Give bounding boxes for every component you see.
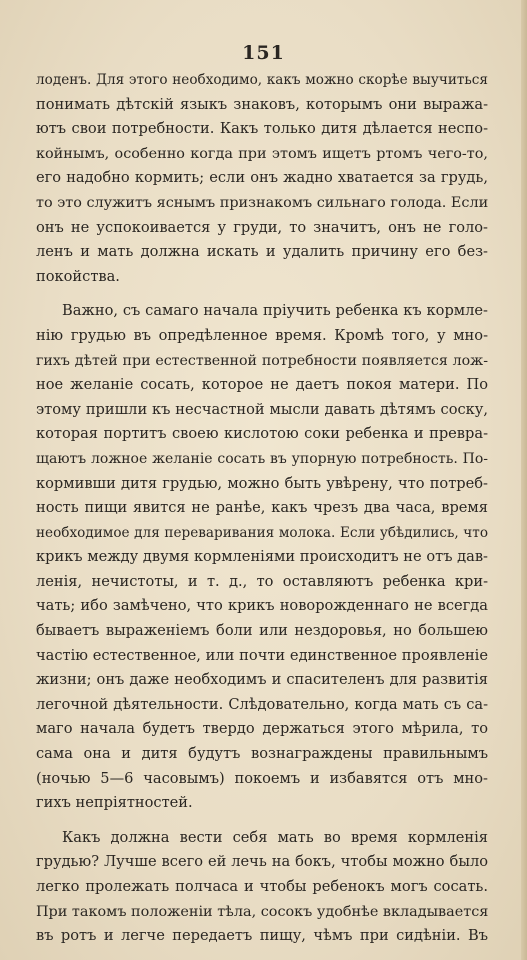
- text-line: то это служитъ яснымъ признакомъ сильнаго голода. Если: [36, 194, 489, 211]
- text-line: ность пищи явится не ранѣе, какъ чрезъ два часа, время: [36, 499, 488, 517]
- text-line: чать; ибо замѣчено, что крикъ новорожденнаго не всегда: [36, 597, 488, 615]
- paragraph-1: [36, 68, 488, 289]
- text-line: покойства.: [36, 267, 120, 285]
- text-line: маго начала будетъ твердо держаться этого мѣрила, то: [36, 720, 488, 738]
- text-line: понимать дѣтскій языкъ знаковъ, которымъ они выража-: [36, 95, 488, 113]
- text-line: необходимое для переваривания молока. Если убѣдились, что: [36, 524, 488, 541]
- text-line: этому пришли къ несчастной мысли давать дѣтямъ соску,: [36, 400, 488, 418]
- text-line: койнымъ, особенно когда при этомъ ищетъ ртомъ чего-то,: [36, 145, 488, 162]
- text-line: гихъ дѣтей при естественной потребности появляется лож-: [36, 352, 488, 369]
- text-line: ное желаніе сосать, которое не даетъ покоя матери. По: [36, 376, 488, 394]
- text-line: ленія, нечистоты, и т. д., то оставляютъ ребенка кри-: [36, 572, 488, 590]
- text-line: Важно, съ самаго начала пріучить ребенка къ кормле-: [62, 302, 488, 320]
- text-line: его надобно кормить; если онъ жадно хватается за грудь,: [36, 169, 488, 187]
- body-text: [36, 68, 488, 949]
- text-line: легко пролежать полчаса и чтобы ребенокъ могъ сосать.: [36, 878, 488, 895]
- text-line: въ ротъ и легче передаетъ пищу, чѣмъ при сидѣніи. Въ: [36, 927, 488, 945]
- text-line: ленъ и мать должна искать и удалить причину его без-: [36, 243, 488, 261]
- text-line: онъ не успокоивается у груди, то значитъ, онъ не голо-: [36, 218, 488, 236]
- text-line: которая портитъ своею кислотою соки ребенка и превра-: [36, 425, 488, 443]
- text-line: грудью? Лучше всего ей лечь на бокъ, чтобы можно было: [36, 853, 488, 871]
- text-line: жизни; онъ даже необходимъ и спасителенъ для развитія: [36, 671, 488, 689]
- text-line: щаютъ ложное желаніе сосать въ упорную потребность. По-: [36, 450, 488, 467]
- paragraph-3: [36, 826, 488, 949]
- text-line: частію естественное, или почти единственное проявленіе: [36, 646, 488, 664]
- text-line: гихъ непріятностей.: [36, 794, 193, 812]
- paragraph-2: [36, 299, 488, 815]
- text-line: Какъ должна вести себя мать во время кормленія: [62, 828, 488, 846]
- text-line: кормивши дитя грудью, можно быть увѣрену, что потреб-: [36, 474, 488, 492]
- page-edge: [521, 0, 527, 960]
- text-line: (ночью 5—6 часовымъ) покоемъ и избавятся отъ мно-: [36, 769, 488, 787]
- text-line: нію грудью въ опредѣленное время. Кромѣ того, у мно-: [36, 326, 488, 344]
- text-line: бываетъ выраженіемъ боли или нездоровья, но большею: [36, 622, 488, 640]
- text-line: лоденъ. Для этого необходимо, какъ можно скорѣе выучиться: [36, 72, 488, 88]
- page-number: 151: [242, 42, 285, 64]
- text-line: сама она и дитя будутъ вознаграждены правильнымъ: [36, 745, 488, 763]
- text-line: ютъ свои потребности. Какъ только дитя дѣлается неспо-: [36, 120, 488, 138]
- text-line: При такомъ положеніи тѣла, сосокъ удобнѣе вкладывается: [36, 903, 489, 920]
- text-line: легочной дѣятельности. Слѣдовательно, когда мать съ са-: [36, 695, 488, 713]
- text-line: крикъ между двумя кормленіями происходитъ не отъ дав-: [36, 548, 488, 566]
